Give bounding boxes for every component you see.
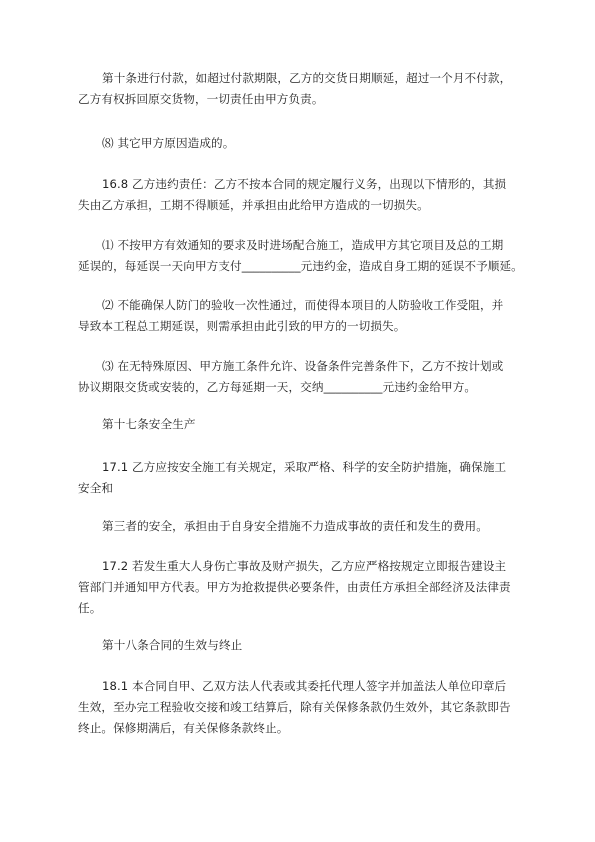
- text-line: 管部门并通知甲方代表。甲方为抢救提供必要条件，由责任方承担全部经济及法律责: [78, 580, 511, 594]
- text-line: 终止。保修期满后，有关保修条款终止。: [78, 721, 289, 735]
- text-line: ⑶ 在无特殊原因、甲方施工条件允许、设备条件完善条件下，乙方不按计划或: [102, 359, 504, 373]
- text-line: 生效，至办完工程验收交接和竣工结算后，除有关保修条款仍生效外，其它条款即告: [78, 700, 511, 714]
- text-line: 18.1 本合同自甲、乙双方法人代表或其委托代理人签字并加盖法人单位印章后: [102, 679, 507, 693]
- text-line: 17.1 乙方应按安全施工有关规定，采取严格、科学的安全防护措施，确保施工: [102, 460, 507, 474]
- paragraph-item-3: [78, 356, 530, 398]
- text-line: 任。: [78, 601, 102, 615]
- text-line: 16.8 乙方违约责任：乙方不按本合同的规定履行义务，出现以下情形的，其损: [102, 177, 507, 191]
- text-line: ⑻ 其它甲方原因造成的。: [102, 136, 235, 150]
- text-line: 失由乙方承担，工期不得顺延，并承担由此给甲方造成的一切损失。: [78, 198, 429, 212]
- text-line: 协议期限交货或安装的，乙方每延期一天，交纳__________元违约金给甲方。: [78, 380, 477, 394]
- paragraph-clause-17-1: [78, 457, 530, 499]
- paragraph-clause-17-2: [78, 556, 530, 619]
- text-line: 第十七条安全生产: [102, 417, 196, 431]
- paragraph-payment-terms: [78, 68, 530, 110]
- text-line: ⑴ 不按甲方有效通知的要求及时进场配合施工，造成甲方其它项目及总的工期: [102, 238, 504, 252]
- paragraph-item-1: [78, 235, 530, 277]
- paragraph-clause-18-1: [78, 676, 530, 739]
- heading-article-17: [78, 414, 530, 435]
- heading-article-18: [78, 635, 530, 656]
- paragraph-clause-16-8: [78, 174, 530, 216]
- text-line: 第三者的安全，承担由于自身安全措施不力造成事故的责任和发生的费用。: [102, 519, 488, 533]
- text-line: 17.2 若发生重大人身伤亡事故及财产损失，乙方应严格按规定立即报告建设主: [102, 559, 507, 573]
- text-line: 导致本工程总工期延误，则需承担由此引致的甲方的一切损失。: [78, 319, 406, 333]
- paragraph-item-2: [78, 295, 530, 337]
- paragraph-item-8: [78, 133, 530, 154]
- text-line: 第十八条合同的生效与终止: [102, 638, 243, 652]
- text-line: 乙方有权拆回原交货物，一切责任由甲方负责。: [78, 92, 324, 106]
- paragraph-third-party-safety: [78, 516, 530, 537]
- text-line: 第十条进行付款，如超过付款期限，乙方的交货日期顺延，超过一个月不付款，: [102, 71, 512, 85]
- text-line: ⑵ 不能确保人防门的验收一次性通过，而使得本项目的人防验收工作受阻，并: [102, 298, 504, 312]
- text-line: 延误的，每延误一天向甲方支付__________元违约金，造成自身工期的延误不予顺延。: [78, 259, 523, 273]
- text-line: 安全和: [78, 481, 114, 495]
